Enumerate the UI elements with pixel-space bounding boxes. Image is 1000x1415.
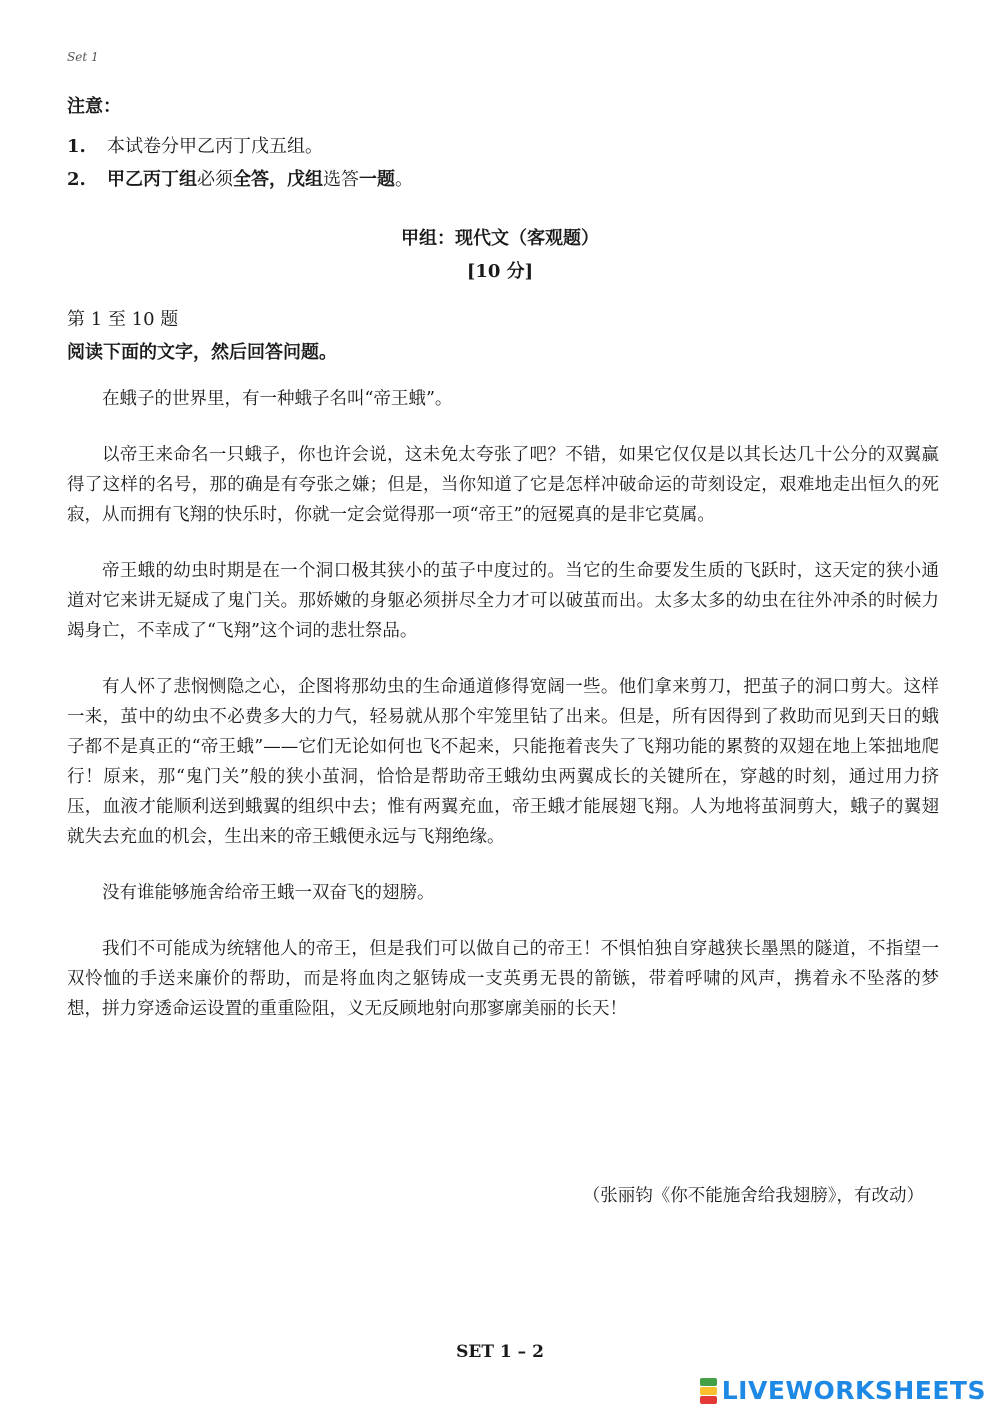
- reading-passage: [67, 384, 939, 1050]
- page-footer: SET 1 – 2: [456, 1342, 544, 1362]
- liveworksheets-logo: [700, 1376, 986, 1405]
- passage-source: （张丽钧《你不能施舍给我翅膀》，有改动）: [582, 1186, 924, 1206]
- passage-paragraph: 有人怀了悲悯恻隐之心，企图将那幼虫的生命通道修得宽阔一些。他们拿来剪刀，把茧子的洞口剪大。这样一来，茧中的幼虫不必费多大的力气，轻易就从那个牢笼里钻了出来。但是，所有因得到了救助而见到天日的蛾子都不是真正的“帝王蛾”——它们无论如何也飞不起来，只能拖着丧失了飞翔功能的累赘的双翅在地上笨拙地爬行！原来，那“鬼门关”般的狭小茧洞，恰恰是帮助帝王蛾幼虫两翼成长的关键所在，穿越的时刻，通过用力挤压，血液才能顺利送到蛾翼的组织中去；惟有两翼充血，帝王蛾才能展翅飞翔。人为地将茧洞剪大，蛾子的翼翅就失去充血的机会，生出来的帝王蛾便永远与飞翔绝缘。: [67, 677, 939, 847]
- notice-list: [67, 130, 413, 196]
- passage-paragraph: 以帝王来命名一只蛾子，你也许会说，这未免太夸张了吧？不错，如果它仅仅是以其长达几十公分的双翼赢得了这样的名号，那的确是有夸张之嫌；但是，当你知道了它是怎样冲破命运的苛刻设定，艰难地走出恒久的死寂，从而拥有飞翔的快乐时，你就一定会觉得那一项“帝王”的冠冕真的是非它莫属。: [67, 445, 939, 525]
- question-range: 第 1 至 10 题: [67, 309, 179, 330]
- passage-paragraph: 帝王蛾的幼虫时期是在一个洞口极其狭小的茧子中度过的。当它的生命要发生质的飞跃时，这天定的狭小通道对它来讲无疑成了鬼门关。那娇嫩的身躯必须拼尽全力才可以破茧而出。太多太多的幼虫在往外冲杀的时候力竭身亡，不幸成了“飞翔”这个词的悲壮祭品。: [67, 561, 939, 641]
- notice-item-number: 1.: [67, 136, 86, 157]
- section-heading: [0, 222, 1000, 288]
- notice-item: [67, 163, 413, 196]
- notice-item-number: 2.: [67, 169, 86, 190]
- section-marks: [10 分]: [466, 261, 534, 282]
- notice-item: [67, 130, 413, 163]
- badge-stripe: [700, 1396, 717, 1404]
- set-label: Set 1: [67, 50, 99, 64]
- badge-stripe: [700, 1387, 717, 1395]
- liveworksheets-badge-icon: [700, 1378, 717, 1404]
- passage-paragraph: 没有谁能够施舍给帝王蛾一双奋飞的翅膀。: [102, 883, 435, 903]
- passage-paragraph: 我们不可能成为统辖他人的帝王，但是我们可以做自己的帝王！不惧怕独自穿越狭长墨黑的隧道，不指望一双怜恤的手送来廉价的帮助，而是将血肉之躯铸成一支英勇无畏的箭镞，带着呼啸的风声，携着永不坠落的梦想，拼力穿透命运设置的重重险阻，义无反顾地射向那寥廓美丽的长天！: [67, 939, 939, 1019]
- passage-paragraph: 在蛾子的世界里，有一种蛾子名叫“帝王蛾”。: [102, 389, 453, 409]
- notice-title: 注意：: [67, 96, 121, 117]
- section-title: 甲组：现代文（客观题）: [401, 228, 599, 249]
- notice-item-text: 本试卷分甲乙丙丁戊五组。: [107, 136, 323, 157]
- liveworksheets-wordmark: LIVEWORKSHEETS: [721, 1376, 986, 1405]
- badge-stripe: [700, 1378, 717, 1386]
- reading-instruction: 阅读下面的文字，然后回答问题。: [67, 342, 337, 363]
- notice-item-text: 甲乙丙丁组必须全答，戊组选答一题。: [107, 169, 413, 190]
